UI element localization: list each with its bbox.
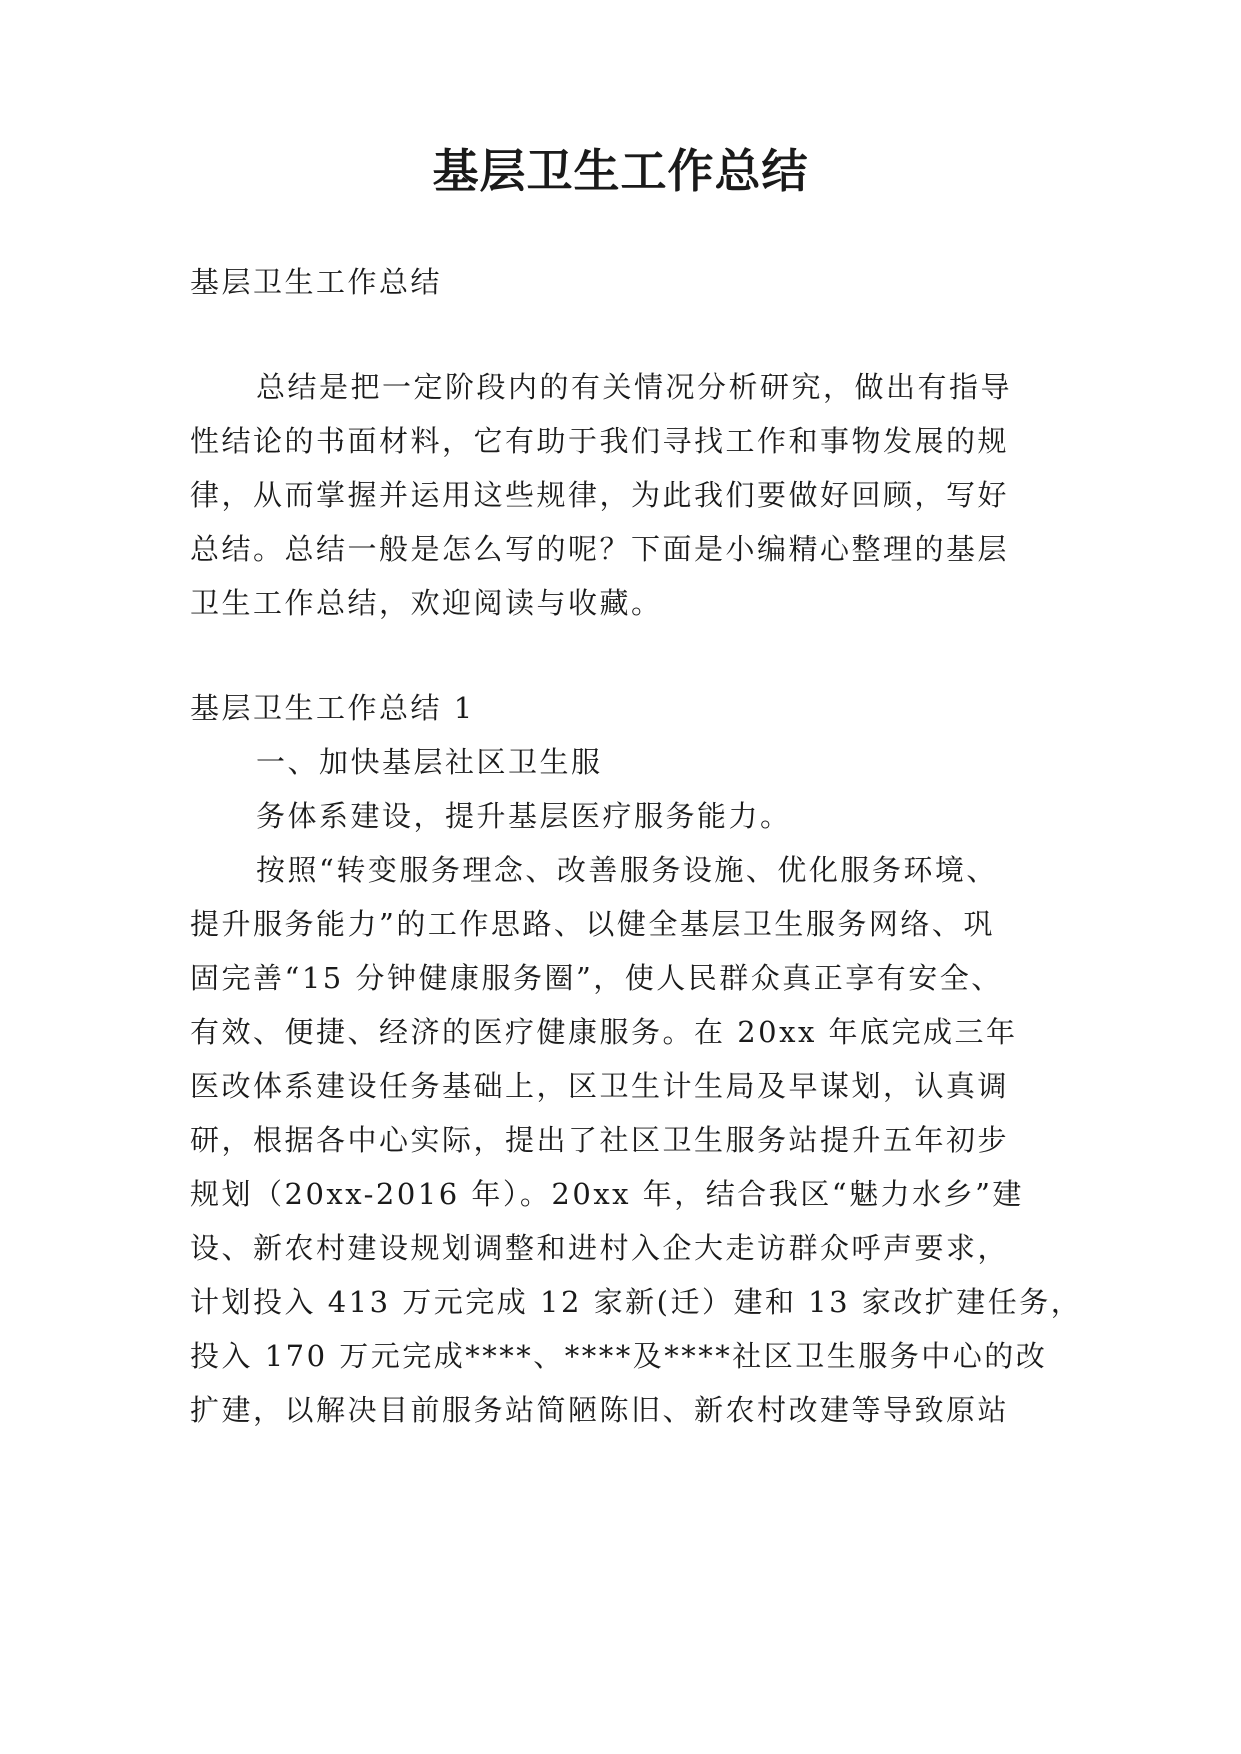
body-line: 投入 170 万元完成****、****及****社区卫生服务中心的改 bbox=[190, 1339, 1048, 1373]
section-heading: 基层卫生工作总结 1 bbox=[190, 691, 475, 725]
intro-line: 性结论的书面材料，它有助于我们寻找工作和事物发展的规 bbox=[190, 424, 1010, 458]
intro-line: 卫生工作总结，欢迎阅读与收藏。 bbox=[190, 586, 663, 620]
body-line: 医改体系建设任务基础上，区卫生计生局及早谋划，认真调 bbox=[190, 1069, 1010, 1103]
intro-line: 总结是把一定阶段内的有关情况分析研究，做出有指导 bbox=[256, 370, 1013, 404]
body-line: 设、新农村建设规划调整和进村入企大走访群众呼声要求， bbox=[190, 1231, 1010, 1265]
document-title: 基层卫生工作总结 bbox=[432, 144, 809, 198]
document-subtitle: 基层卫生工作总结 bbox=[190, 265, 443, 299]
body-line: 按照“转变服务理念、改善服务设施、优化服务环境、 bbox=[256, 853, 998, 887]
section-item-line: 一、加快基层社区卫生服 bbox=[256, 745, 603, 779]
body-line: 有效、便捷、经济的医疗健康服务。在 20xx 年底完成三年 bbox=[190, 1015, 1018, 1049]
intro-line: 总结。总结一般是怎么写的呢？下面是小编精心整理的基层 bbox=[190, 532, 1010, 566]
body-line: 扩建，以解决目前服务站简陋陈旧、新农村改建等导致原站 bbox=[190, 1393, 1010, 1427]
body-line: 固完善“15 分钟健康服务圈”，使人民群众真正享有安全、 bbox=[190, 961, 1003, 995]
body-line: 计划投入 413 万元完成 12 家新(迁）建和 13 家改扩建任务， bbox=[190, 1285, 1083, 1319]
body-line: 研，根据各中心实际，提出了社区卫生服务站提升五年初步 bbox=[190, 1123, 1010, 1157]
section-item-line: 务体系建设，提升基层医疗服务能力。 bbox=[256, 799, 792, 833]
intro-line: 律，从而掌握并运用这些规律，为此我们要做好回顾，写好 bbox=[190, 478, 1010, 512]
body-line: 规划（20xx-2016 年）。20xx 年，结合我区“魅力水乡”建 bbox=[190, 1177, 1024, 1211]
body-line: 提升服务能力”的工作思路、以健全基层卫生服务网络、巩 bbox=[190, 907, 995, 941]
